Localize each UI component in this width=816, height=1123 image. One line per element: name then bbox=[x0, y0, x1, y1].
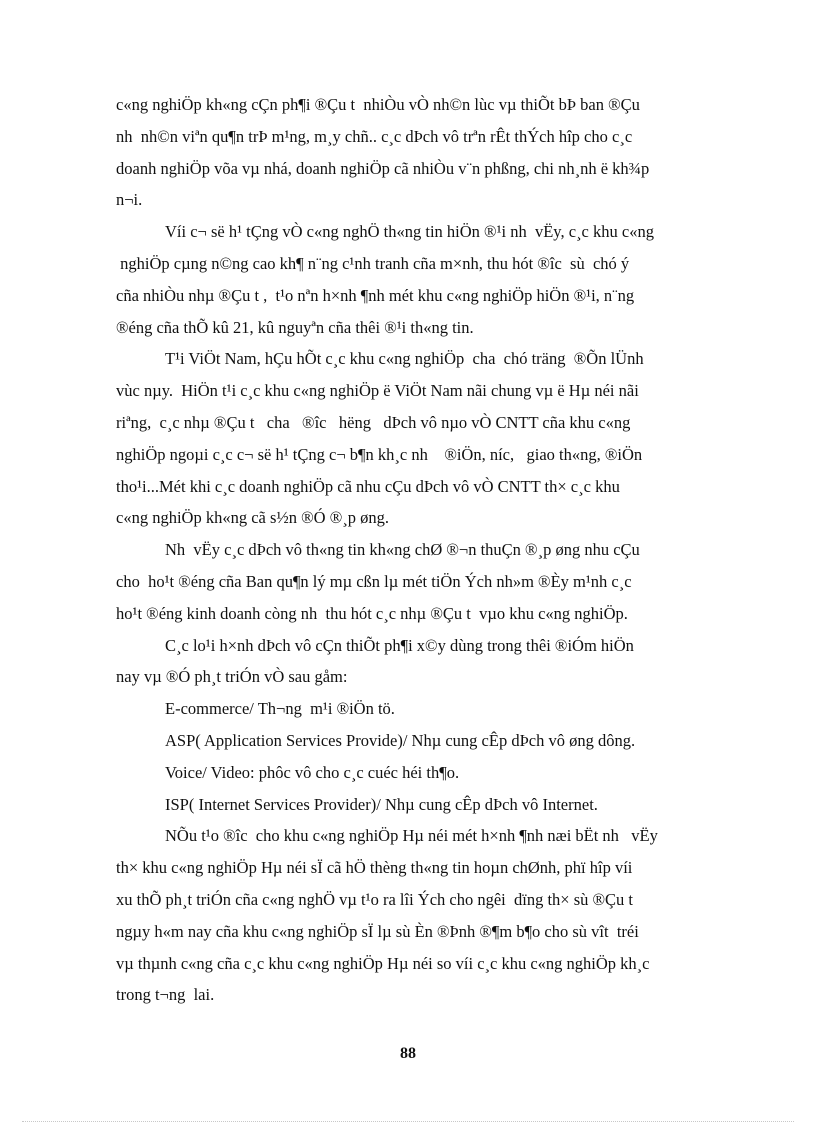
text-line: n¬i. bbox=[116, 190, 143, 210]
list-item: ASP( Application Services Provide)/ Nhµ cung cÊp dÞch vô øng dông. bbox=[165, 730, 636, 750]
list-item: Voice/ Video: phôc vô cho c¸c cuéc héi th¶o. bbox=[165, 762, 460, 782]
page-number: 88 bbox=[400, 1045, 416, 1062]
footer-divider bbox=[22, 1121, 794, 1122]
text-line: c«ng nghiÖp kh«ng cÇn ph¶i ®Çu t nhiÒu vÒ nh©n lùc vµ thiÕt bÞ ban ®Çu bbox=[116, 95, 640, 114]
text-line: cña nhiÒu nhµ ®Çu t , t¹o nªn h×nh ¶nh mét khu c«ng nghiÖp hiÖn ®¹i, n¨ng bbox=[116, 285, 635, 305]
text-line: riªng, c¸c nhµ ®Çu t cha ®îc hëng dÞch vô nµo vÒ CNTT cña khu c«ng bbox=[116, 412, 631, 432]
text-line: ho¹t ®éng kinh doanh còng nh thu hót c¸c nhµ ®Çu t vµo khu c«ng nghiÖp. bbox=[116, 603, 628, 623]
text-line: trong t¬ng lai. bbox=[116, 985, 215, 1005]
body-text bbox=[116, 89, 740, 1011]
list-item: E-commerce/ Th¬ng m¹i ®iÖn tö. bbox=[165, 699, 395, 719]
paragraph-start-line: NÕu t¹o ®îc cho khu c«ng nghiÖp Hµ néi mét h×nh ¶nh næi bËt nh vËy bbox=[165, 826, 658, 846]
text-line: nghiÖp cµng n©ng cao kh¶ n¨ng c¹nh tranh cña m×nh, thu hót ®îc sù chó ý bbox=[116, 253, 630, 273]
paragraph-start-line: C¸c lo¹i h×nh dÞch vô cÇn thiÕt ph¶i x©y dùng trong thêi ®iÓm hiÖn bbox=[165, 635, 634, 655]
text-line: nghiÖp ngoµi c¸c c¬ së h¹ tÇng c¬ b¶n kh¸c nh ®iÖn, níc, giao th«ng, ®iÖn bbox=[116, 444, 643, 464]
text-line: doanh nghiÖp võa vµ nhá, doanh nghiÖp cã nhiÒu v¨n phßng, chi nh¸nh ë kh¾p bbox=[116, 158, 650, 178]
text-line: ®éng cña thÕ kû 21, kû nguyªn cña thêi ®¹i th«ng tin. bbox=[116, 317, 474, 337]
text-line: c«ng nghiÖp kh«ng cã s½n ®Ó ®¸p øng. bbox=[116, 508, 389, 528]
text-line: nh nh©n viªn qu¶n trÞ m¹ng, m¸y chñ.. c¸c dÞch vô trªn rÊt thÝch hîp cho c¸c bbox=[116, 126, 633, 146]
text-line: cho ho¹t ®éng cña Ban qu¶n lý mµ cßn lµ mét tiÖn Ých nh»m ®Èy m¹nh c¸c bbox=[116, 571, 632, 591]
paragraph-start-line: Nh vËy c¸c dÞch vô th«ng tin kh«ng chØ ®¬n thuÇn ®¸p øng nhu cÇu bbox=[165, 540, 640, 560]
text-line: vùc nµy. HiÖn t¹i c¸c khu c«ng nghiÖp ë ViÖt Nam nãi chung vµ ë Hµ néi nãi bbox=[116, 381, 639, 401]
text-line: th× khu c«ng nghiÖp Hµ néi sÏ cã hÖ thèng th«ng tin hoµn chØnh, phï hîp víi bbox=[116, 858, 633, 878]
list-item: ISP( Internet Services Provider)/ Nhµ cung cÊp dÞch vô Internet. bbox=[165, 794, 598, 814]
text-line: xu thÕ ph¸t triÓn cña c«ng nghÖ vµ t¹o ra lîi Ých cho ngêi dïng th× sù ®Çu t bbox=[116, 889, 634, 909]
text-line: vµ thµnh c«ng cña c¸c khu c«ng nghiÖp Hµ néi so víi c¸c khu c«ng nghiÖp kh¸c bbox=[116, 953, 650, 973]
text-line: nay vµ ®Ó ph¸t triÓn vÒ sau gåm: bbox=[116, 667, 348, 687]
text-line: ngµy h«m nay cña khu c«ng nghiÖp sÏ lµ sù Èn ®Þnh ®¶m b¶o cho sù vît tréi bbox=[116, 921, 639, 941]
text-line: tho¹i...Mét khi c¸c doanh nghiÖp cã nhu cÇu dÞch vô vÒ CNTT th× c¸c khu bbox=[116, 476, 620, 496]
paragraph-start-line: T¹i ViÖt Nam, hÇu hÕt c¸c khu c«ng nghiÖp cha chó träng ®Õn lÜnh bbox=[165, 349, 644, 369]
paragraph-start-line: Víi c¬ së h¹ tÇng vÒ c«ng nghÖ th«ng tin hiÖn ®¹i nh vËy, c¸c khu c«ng bbox=[165, 222, 654, 242]
